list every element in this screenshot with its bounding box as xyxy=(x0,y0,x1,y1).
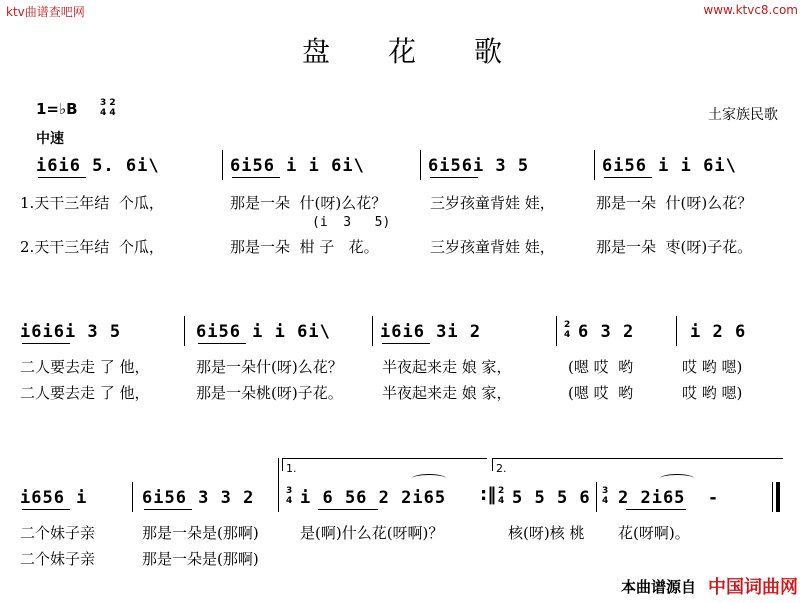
underline xyxy=(22,343,70,344)
measure-notes: 2 2i65 - xyxy=(618,488,720,508)
tie-slur xyxy=(412,474,446,483)
lyric-line: (嗯 哎 哟 xyxy=(568,384,634,402)
measure-notes: 6i56i 3 5 xyxy=(428,156,530,176)
lyric-line: 那是一朵是(那啊) xyxy=(142,550,259,568)
lyric-line: 半夜起来走 娘 家， xyxy=(382,384,512,402)
final-bar-thin xyxy=(772,482,773,512)
measure-notes: 6i56 i i 6i\ xyxy=(230,156,365,176)
bar-line xyxy=(278,458,279,512)
alternate-notes: (i 3 5) xyxy=(312,215,391,230)
lyric-line: 二个妹子亲 xyxy=(20,524,96,542)
underline xyxy=(232,177,280,178)
bar-line xyxy=(222,150,223,180)
site-watermark-right: www.ktvc8.com xyxy=(703,3,798,17)
lyric-line: 花(呀啊)。 xyxy=(618,524,690,542)
underline xyxy=(318,509,378,510)
time-signature: 2 4 xyxy=(498,486,505,506)
bar-line xyxy=(594,150,595,180)
repeat-sign: :‖ xyxy=(480,484,497,505)
first-ending-bracket xyxy=(282,458,487,471)
underline xyxy=(626,509,686,510)
site-watermark-left: ktv曲谱查吧网 xyxy=(6,5,85,19)
measure-notes: 6i56 i i 6i\ xyxy=(196,322,331,342)
bar-line xyxy=(372,316,373,346)
bar-line xyxy=(184,316,185,346)
bar-line xyxy=(420,150,421,180)
measure-notes: i6i6 3i 2 xyxy=(380,322,482,342)
lyric-line: 那是一朵 枣(呀)子花。 xyxy=(596,238,753,256)
lyric-line: 二人要去走 了 他， xyxy=(20,358,150,376)
measure-notes: i6i6 5. 6i\ xyxy=(36,156,160,176)
lyric-line: 2.天干三年结 个瓜， xyxy=(20,238,164,256)
bar-line xyxy=(132,482,133,512)
underline xyxy=(604,177,652,178)
song-origin: 土家族民歌 xyxy=(708,107,778,123)
bar-line xyxy=(596,482,597,512)
lyric-line: 是(啊)什么花(呀啊)？ xyxy=(300,524,444,542)
lyric-line: 哎 哟 嗯) xyxy=(682,358,743,376)
lyric-line: 那是一朵什(呀)么花？ xyxy=(196,358,343,376)
lyric-line: (嗯 哎 哟 xyxy=(568,358,634,376)
lyric-line: 核(呀)核 桃 xyxy=(508,524,585,542)
lyric-line: 二个妹子亲 xyxy=(20,550,96,568)
second-ending-bracket xyxy=(492,458,783,471)
measure-notes: 5 5 5 6 xyxy=(512,488,591,508)
bar-line xyxy=(556,316,557,346)
time-signature: 2 4 xyxy=(564,320,571,340)
lyric-line: 那是一朵 什(呀)么花？ xyxy=(596,194,753,212)
underline xyxy=(38,177,86,178)
measure-notes: i656 i xyxy=(20,488,88,508)
final-bar-thick xyxy=(776,482,780,512)
underline xyxy=(144,509,192,510)
lyric-line: 那是一朵桃(呀)子花。 xyxy=(196,384,343,402)
measure-notes: 6i56 3 3 2 xyxy=(142,488,255,508)
bar-line xyxy=(676,316,677,346)
measure-notes: 6 3 2 xyxy=(578,322,635,342)
underline xyxy=(430,177,478,178)
lyric-line: 二人要去走 了 他， xyxy=(20,384,150,402)
measure-notes: 6i56 i i 6i\ xyxy=(602,156,737,176)
lyric-line: 三岁孩童背娃 娃， xyxy=(430,194,555,212)
measure-notes: i 6 56 2 2i65 xyxy=(300,488,447,508)
lyric-line: 1.天干三年结 个瓜， xyxy=(20,194,164,212)
underline xyxy=(198,343,246,344)
lyric-line: 那是一朵 什(呀)么花？ xyxy=(230,194,387,212)
tempo-marking: 中速 xyxy=(36,131,64,147)
lyric-line: 三岁孩童背娃 娃， xyxy=(430,238,555,256)
lyric-line: 那是一朵 柑 子 花。 xyxy=(230,238,379,256)
measure-notes: i6i6i 3 5 xyxy=(20,322,122,342)
source-site-name: 中国词曲网 xyxy=(708,577,798,598)
source-credit: 本曲谱源自 xyxy=(620,578,696,596)
first-ending-label: 1. xyxy=(286,462,297,475)
second-ending-label: 2. xyxy=(496,462,507,475)
song-title: 盘花歌 xyxy=(301,35,560,68)
lyric-line: 半夜起来走 娘 家， xyxy=(382,358,512,376)
tie-slur xyxy=(660,474,694,483)
underline xyxy=(22,509,70,510)
underline xyxy=(382,343,430,344)
lyric-line: 哎 哟 嗯) xyxy=(682,384,743,402)
time-signature: 3 2 4 4 xyxy=(100,98,116,118)
time-signature: 3 4 xyxy=(286,486,293,506)
measure-notes: i 2 6 xyxy=(690,322,747,342)
key-signature: 1=♭B xyxy=(36,100,78,118)
lyric-line: 那是一朵是(那啊) xyxy=(142,524,259,542)
time-signature: 3 4 xyxy=(602,486,609,506)
